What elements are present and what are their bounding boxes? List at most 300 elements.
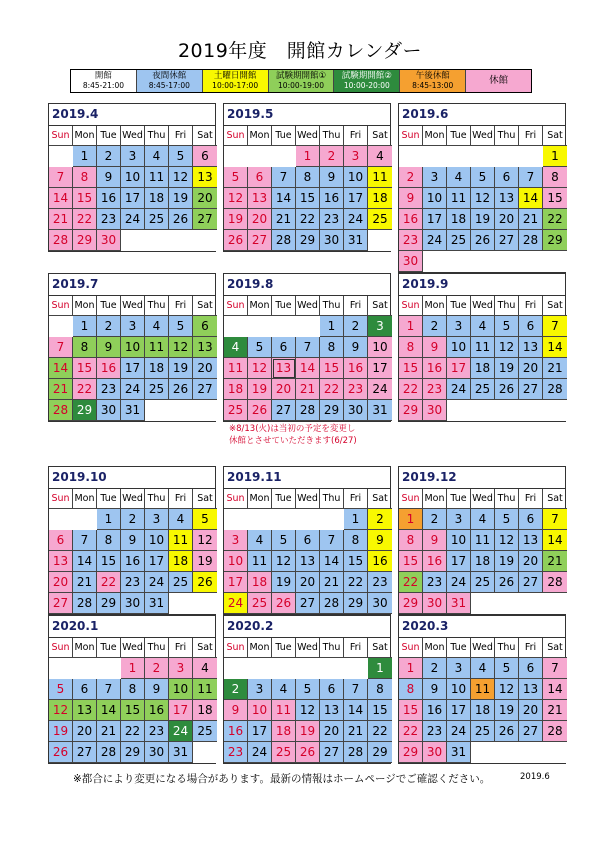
empty-cell — [193, 742, 217, 763]
day-cell: 7 — [344, 679, 368, 700]
weekday-header: Thu — [145, 489, 169, 509]
day-cell: 1 — [399, 658, 423, 679]
day-cell: 30 — [423, 742, 447, 763]
day-cell: 12 — [296, 700, 320, 721]
footer-notice: ※都合により変更になる場合があります。最新の情報はホームページでご確認ください。 — [73, 773, 491, 785]
day-cell: 29 — [121, 742, 145, 763]
weekday-header: Sun — [49, 638, 73, 658]
day-cell: 22 — [320, 379, 344, 400]
empty-cell — [543, 400, 567, 421]
day-cell: 15 — [121, 700, 145, 721]
month-label: 2019.11 — [224, 467, 390, 489]
day-cell: 26 — [495, 379, 519, 400]
month-label: 2019.9 — [399, 274, 565, 296]
month-calendar — [398, 615, 566, 764]
day-cell: 16 — [423, 551, 447, 572]
day-cell: 14 — [49, 188, 73, 209]
day-cell: 15 — [399, 358, 423, 379]
empty-cell — [423, 146, 447, 167]
empty-cell — [272, 509, 296, 530]
day-cell: 15 — [320, 358, 344, 379]
day-cell: 15 — [399, 700, 423, 721]
empty-cell — [471, 593, 495, 614]
weekday-header: Sun — [49, 296, 73, 316]
day-cell: 19 — [224, 209, 248, 230]
month-calendar — [48, 273, 216, 422]
day-cell: 14 — [519, 188, 543, 209]
day-cell: 15 — [296, 188, 320, 209]
empty-cell — [272, 146, 296, 167]
weekday-header: Sat — [543, 489, 567, 509]
day-cell: 2 — [368, 509, 392, 530]
empty-cell — [519, 593, 543, 614]
month-label: 2019.5 — [224, 104, 390, 126]
day-cell: 2 — [97, 316, 121, 337]
day-cell: 16 — [423, 700, 447, 721]
day-cell: 7 — [320, 530, 344, 551]
day-cell: 4 — [447, 167, 471, 188]
day-cell: 19 — [495, 358, 519, 379]
weekday-header: Sat — [193, 489, 217, 509]
day-cell: 20 — [519, 551, 543, 572]
month-calendar — [223, 615, 391, 764]
day-cell: 8 — [399, 530, 423, 551]
day-cell: 26 — [169, 379, 193, 400]
weekday-header: Sun — [49, 126, 73, 146]
day-cell: 12 — [193, 530, 217, 551]
day-cell: 20 — [272, 379, 296, 400]
day-cell: 2 — [423, 316, 447, 337]
day-cell: 20 — [495, 209, 519, 230]
month-label: 2019.4 — [49, 104, 215, 126]
weekday-header: Mon — [73, 126, 97, 146]
day-cell: 19 — [471, 209, 495, 230]
empty-cell — [73, 509, 97, 530]
day-cell: 17 — [248, 721, 272, 742]
day-cell: 13 — [272, 358, 296, 379]
day-cell: 13 — [519, 530, 543, 551]
legend-hours: 8:45-17:00 — [148, 81, 190, 90]
empty-cell — [495, 146, 519, 167]
day-cell: 12 — [495, 530, 519, 551]
day-cell: 4 — [248, 530, 272, 551]
empty-cell — [296, 509, 320, 530]
day-cell: 25 — [224, 400, 248, 421]
weekday-header: Wed — [471, 638, 495, 658]
day-cell: 23 — [423, 379, 447, 400]
empty-cell — [193, 593, 217, 614]
day-cell: 17 — [121, 358, 145, 379]
legend — [70, 69, 532, 93]
day-cell: 30 — [344, 400, 368, 421]
day-cell: 23 — [224, 742, 248, 763]
day-cell: 26 — [224, 230, 248, 251]
day-cell: 21 — [344, 721, 368, 742]
day-cell: 22 — [543, 209, 567, 230]
weekday-header: Sat — [193, 126, 217, 146]
day-cell: 10 — [121, 167, 145, 188]
day-cell: 18 — [447, 209, 471, 230]
day-cell: 15 — [368, 700, 392, 721]
day-cell: 26 — [495, 721, 519, 742]
day-cell: 12 — [495, 337, 519, 358]
day-cell: 25 — [471, 379, 495, 400]
day-cell: 4 — [272, 679, 296, 700]
day-cell: 26 — [193, 572, 217, 593]
day-cell: 9 — [97, 337, 121, 358]
legend-hours: 10:00-20:00 — [343, 81, 390, 90]
empty-cell — [320, 658, 344, 679]
day-cell: 26 — [272, 593, 296, 614]
empty-cell — [519, 146, 543, 167]
day-cell: 20 — [73, 721, 97, 742]
day-cell: 23 — [121, 572, 145, 593]
day-cell: 16 — [344, 358, 368, 379]
day-cell: 9 — [423, 679, 447, 700]
empty-cell — [447, 251, 471, 272]
weekday-header: Fri — [169, 489, 193, 509]
day-cell: 2 — [423, 509, 447, 530]
day-cell: 10 — [121, 337, 145, 358]
day-cell: 14 — [320, 551, 344, 572]
day-cell: 21 — [296, 379, 320, 400]
day-cell: 1 — [344, 509, 368, 530]
day-cell: 13 — [49, 551, 73, 572]
empty-cell — [471, 251, 495, 272]
day-cell: 9 — [344, 337, 368, 358]
weekday-header: Tue — [272, 296, 296, 316]
day-cell: 17 — [368, 358, 392, 379]
day-cell: 24 — [447, 572, 471, 593]
day-cell: 29 — [543, 230, 567, 251]
day-cell: 11 — [193, 679, 217, 700]
day-cell: 1 — [320, 316, 344, 337]
day-cell: 17 — [121, 188, 145, 209]
day-cell: 17 — [423, 209, 447, 230]
weekday-header: Fri — [169, 126, 193, 146]
day-cell: 2 — [97, 146, 121, 167]
weekday-header: Sat — [368, 489, 392, 509]
weekday-header: Mon — [73, 296, 97, 316]
empty-cell — [447, 146, 471, 167]
weekday-header: Fri — [519, 126, 543, 146]
empty-cell — [121, 230, 145, 251]
day-cell: 6 — [49, 530, 73, 551]
day-cell: 9 — [368, 530, 392, 551]
day-cell: 29 — [320, 400, 344, 421]
weekday-header: Thu — [145, 296, 169, 316]
day-cell: 22 — [121, 721, 145, 742]
day-cell: 5 — [169, 146, 193, 167]
empty-cell — [193, 400, 217, 421]
day-cell: 13 — [320, 700, 344, 721]
day-cell: 16 — [368, 551, 392, 572]
day-cell: 25 — [471, 721, 495, 742]
day-cell: 27 — [519, 379, 543, 400]
day-cell: 12 — [471, 188, 495, 209]
month-calendar — [223, 103, 391, 252]
day-cell: 13 — [73, 700, 97, 721]
day-cell: 5 — [272, 530, 296, 551]
weekday-header: Sun — [399, 489, 423, 509]
day-cell: 22 — [97, 572, 121, 593]
weekday-header: Thu — [320, 296, 344, 316]
day-cell: 23 — [97, 379, 121, 400]
empty-cell — [344, 658, 368, 679]
day-cell: 19 — [49, 721, 73, 742]
empty-cell — [368, 230, 392, 251]
day-cell: 8 — [320, 337, 344, 358]
empty-cell — [296, 658, 320, 679]
empty-cell — [495, 742, 519, 763]
weekday-header: Wed — [121, 126, 145, 146]
weekday-header: Tue — [97, 126, 121, 146]
legend-item — [466, 70, 531, 92]
day-cell: 2 — [145, 658, 169, 679]
empty-cell — [145, 400, 169, 421]
day-cell: 27 — [193, 209, 217, 230]
day-cell: 25 — [471, 572, 495, 593]
empty-cell — [248, 509, 272, 530]
footer-date: 2019.6 — [520, 772, 550, 782]
day-cell: 20 — [49, 572, 73, 593]
day-cell: 2 — [320, 146, 344, 167]
day-cell: 27 — [49, 593, 73, 614]
day-cell: 14 — [543, 337, 567, 358]
month-label: 2020.3 — [399, 616, 565, 638]
weekday-header: Tue — [97, 489, 121, 509]
weekday-header: Wed — [296, 638, 320, 658]
day-cell: 5 — [224, 167, 248, 188]
empty-cell — [519, 251, 543, 272]
empty-cell — [471, 146, 495, 167]
day-cell: 11 — [224, 358, 248, 379]
month-label: 2020.2 — [224, 616, 390, 638]
month-calendar — [48, 103, 216, 252]
weekday-header: Tue — [97, 296, 121, 316]
day-cell: 28 — [320, 593, 344, 614]
weekday-header: Sun — [224, 489, 248, 509]
day-cell: 3 — [423, 167, 447, 188]
day-cell: 3 — [121, 146, 145, 167]
day-cell: 25 — [193, 721, 217, 742]
weekday-header: Fri — [169, 638, 193, 658]
empty-cell — [248, 316, 272, 337]
day-cell: 20 — [296, 572, 320, 593]
day-cell: 17 — [224, 572, 248, 593]
day-cell: 7 — [97, 679, 121, 700]
legend-label: 夜間休館 — [152, 71, 187, 81]
day-cell: 28 — [97, 742, 121, 763]
day-cell: 11 — [447, 188, 471, 209]
day-cell: 15 — [399, 551, 423, 572]
month-calendar — [398, 466, 566, 615]
empty-cell — [97, 658, 121, 679]
empty-cell — [224, 146, 248, 167]
day-cell: 15 — [73, 188, 97, 209]
day-cell: 21 — [519, 209, 543, 230]
page-title: 2019年度 開館カレンダー — [177, 40, 423, 62]
day-cell: 2 — [224, 679, 248, 700]
day-cell: 18 — [471, 700, 495, 721]
day-cell: 22 — [399, 379, 423, 400]
empty-cell — [169, 593, 193, 614]
day-cell: 22 — [399, 721, 423, 742]
weekday-header: Mon — [423, 489, 447, 509]
day-cell: 12 — [169, 337, 193, 358]
empty-cell — [73, 658, 97, 679]
day-cell: 29 — [73, 230, 97, 251]
day-cell: 5 — [495, 316, 519, 337]
empty-cell — [320, 509, 344, 530]
day-cell: 28 — [296, 400, 320, 421]
empty-cell — [447, 400, 471, 421]
weekday-header: Wed — [296, 126, 320, 146]
day-cell: 9 — [121, 530, 145, 551]
day-cell: 6 — [519, 316, 543, 337]
day-cell: 8 — [543, 167, 567, 188]
weekday-header: Sun — [399, 638, 423, 658]
day-cell: 11 — [368, 167, 392, 188]
month-calendar — [398, 103, 566, 273]
day-cell: 10 — [447, 530, 471, 551]
weekday-header: Mon — [248, 296, 272, 316]
weekday-header: Sat — [193, 638, 217, 658]
day-cell: 25 — [368, 209, 392, 230]
day-cell: 22 — [73, 379, 97, 400]
weekday-header: Sun — [49, 489, 73, 509]
day-cell: 23 — [344, 379, 368, 400]
day-cell: 14 — [73, 551, 97, 572]
day-cell: 4 — [145, 316, 169, 337]
day-cell: 16 — [121, 551, 145, 572]
day-cell: 22 — [399, 572, 423, 593]
day-cell: 6 — [320, 679, 344, 700]
empty-cell — [169, 230, 193, 251]
legend-hours: 10:00-17:00 — [212, 81, 259, 90]
day-cell: 14 — [296, 358, 320, 379]
day-cell: 7 — [543, 509, 567, 530]
day-cell: 8 — [73, 337, 97, 358]
day-cell: 7 — [543, 658, 567, 679]
day-cell: 17 — [344, 188, 368, 209]
day-cell: 21 — [49, 209, 73, 230]
day-cell: 27 — [320, 742, 344, 763]
day-cell: 30 — [145, 742, 169, 763]
day-cell: 15 — [344, 551, 368, 572]
day-cell: 12 — [272, 551, 296, 572]
weekday-header: Sat — [368, 126, 392, 146]
month-calendar — [223, 273, 391, 422]
day-cell: 24 — [423, 230, 447, 251]
day-cell: 7 — [543, 316, 567, 337]
weekday-header: Wed — [296, 296, 320, 316]
day-cell: 7 — [296, 337, 320, 358]
day-cell: 11 — [145, 337, 169, 358]
day-cell: 13 — [193, 337, 217, 358]
weekday-header: Sat — [543, 638, 567, 658]
day-cell: 2 — [423, 658, 447, 679]
day-cell: 8 — [368, 679, 392, 700]
day-cell: 30 — [97, 400, 121, 421]
empty-cell — [272, 658, 296, 679]
day-cell: 26 — [248, 400, 272, 421]
day-cell: 21 — [97, 721, 121, 742]
day-cell: 3 — [447, 658, 471, 679]
legend-item — [334, 70, 400, 92]
day-cell: 15 — [97, 551, 121, 572]
day-cell: 28 — [49, 230, 73, 251]
day-cell: 27 — [519, 721, 543, 742]
empty-cell — [519, 400, 543, 421]
day-cell: 31 — [121, 400, 145, 421]
day-cell: 27 — [193, 379, 217, 400]
day-cell: 14 — [344, 700, 368, 721]
weekday-header: Sat — [543, 296, 567, 316]
empty-cell — [296, 316, 320, 337]
day-cell: 28 — [519, 230, 543, 251]
day-cell: 9 — [224, 700, 248, 721]
weekday-header: Sun — [399, 126, 423, 146]
day-cell: 10 — [447, 337, 471, 358]
month-label: 2019.8 — [224, 274, 390, 296]
day-cell: 12 — [495, 679, 519, 700]
weekday-header: Thu — [320, 638, 344, 658]
day-cell: 1 — [97, 509, 121, 530]
day-cell: 29 — [399, 593, 423, 614]
day-cell: 6 — [193, 316, 217, 337]
empty-cell — [49, 316, 73, 337]
weekday-header: Fri — [169, 296, 193, 316]
legend-label: 休館 — [489, 75, 509, 86]
month-calendar — [48, 466, 216, 615]
day-cell: 28 — [73, 593, 97, 614]
day-cell: 31 — [145, 593, 169, 614]
day-cell: 19 — [169, 188, 193, 209]
day-cell: 11 — [471, 337, 495, 358]
day-cell: 26 — [495, 572, 519, 593]
weekday-header: Mon — [423, 296, 447, 316]
day-cell: 4 — [224, 337, 248, 358]
month-calendar — [48, 615, 216, 764]
weekday-header: Sat — [543, 126, 567, 146]
day-cell: 8 — [344, 530, 368, 551]
day-cell: 6 — [193, 146, 217, 167]
empty-cell — [272, 316, 296, 337]
day-cell: 4 — [169, 509, 193, 530]
day-cell: 21 — [543, 551, 567, 572]
day-cell: 3 — [447, 316, 471, 337]
day-cell: 7 — [73, 530, 97, 551]
weekday-header: Fri — [519, 296, 543, 316]
weekday-header: Tue — [97, 638, 121, 658]
day-cell: 28 — [344, 742, 368, 763]
day-cell: 26 — [296, 742, 320, 763]
day-cell: 10 — [224, 551, 248, 572]
day-cell: 30 — [121, 593, 145, 614]
weekday-header: Mon — [73, 489, 97, 509]
day-cell: 21 — [320, 572, 344, 593]
legend-hours: 8:45-13:00 — [412, 81, 454, 90]
day-cell: 8 — [73, 167, 97, 188]
empty-cell — [224, 509, 248, 530]
day-cell: 29 — [399, 742, 423, 763]
day-cell: 7 — [49, 337, 73, 358]
month-label: 2020.1 — [49, 616, 215, 638]
day-cell: 25 — [145, 379, 169, 400]
day-cell: 13 — [296, 551, 320, 572]
day-cell: 5 — [248, 337, 272, 358]
